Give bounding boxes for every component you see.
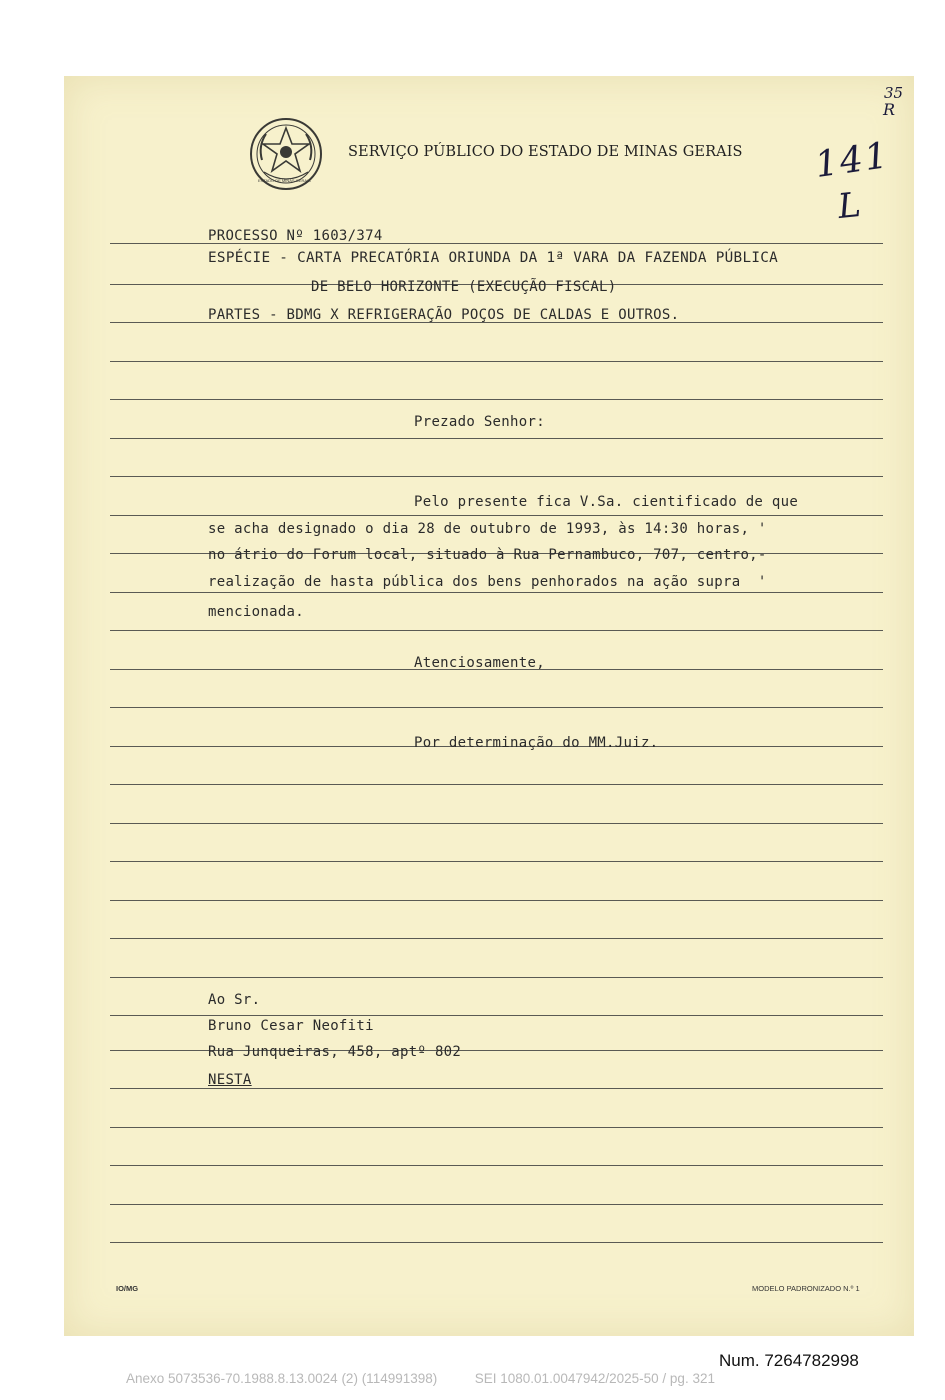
ruled-line	[110, 823, 883, 824]
body-line-4: realização de hasta pública dos bens penhorados na ação supra '	[208, 574, 767, 590]
body-line-3: no átrio do Forum local, situado à Rua Pernambuco, 707, centro,-	[208, 547, 767, 563]
ruled-line	[110, 1015, 883, 1016]
header-title: SERVIÇO PÚBLICO DO ESTADO DE MINAS GERAIS	[348, 144, 743, 160]
closing: Atenciosamente,	[414, 655, 545, 671]
folio-top-initial: R	[883, 100, 896, 119]
ruled-line	[110, 438, 883, 439]
ruled-line	[110, 938, 883, 939]
ruled-line	[110, 1088, 883, 1089]
especie-line: ESPÉCIE - CARTA PRECATÓRIA ORIUNDA DA 1ª VARA DA FAZENDA PÚBLICA	[208, 250, 779, 266]
body-line-5: mencionada.	[208, 604, 305, 620]
folio-mark: L	[835, 184, 863, 228]
partes-line: PARTES - BDMG X REFRIGERAÇÃO POÇOS DE CALDAS E OUTROS.	[208, 307, 680, 323]
salutation: Prezado Senhor:	[414, 414, 545, 430]
signature-line: Por determinação do MM.Juiz.	[414, 735, 659, 751]
reference-footer: Anexo 5073536-70.1988.8.13.0024 (2) (114991398) SEI 1080.01.0047942/2025-50 / pg. 321	[126, 1371, 715, 1386]
ruled-line	[110, 1204, 883, 1205]
processo-line: PROCESSO Nº 1603/374	[208, 228, 383, 244]
model-label: MODELO PADRONIZADO N.º 1	[752, 1284, 860, 1293]
ruled-line	[110, 592, 883, 593]
ruled-line	[110, 399, 883, 400]
seal-text: ESTADO DE MINAS GERAIS	[258, 178, 311, 183]
body-line-2: se acha designado o dia 28 de outubro de 1993, às 14:30 horas, '	[208, 521, 767, 537]
body-line-1: Pelo presente fica V.Sa. cientificado de que	[414, 494, 799, 510]
addressee-to: Ao Sr.	[208, 992, 261, 1008]
ruled-line	[110, 361, 883, 362]
addressee-city: NESTA	[208, 1072, 252, 1088]
ruled-line	[110, 1242, 883, 1243]
ruled-line	[110, 476, 883, 477]
ruled-line	[110, 784, 883, 785]
ruled-line	[110, 977, 883, 978]
folio-number: 141	[812, 135, 893, 186]
addressee-street: Rua Junqueiras, 458, aptº 802	[208, 1044, 462, 1060]
especie-line-continued: DE BELO HORIZONTE (EXECUÇÃO FISCAL)	[311, 279, 617, 295]
document-number: Num. 7264782998	[719, 1351, 859, 1370]
ruled-line	[110, 1165, 883, 1166]
ruled-line	[110, 630, 883, 631]
form-code: IO/MG	[116, 1284, 139, 1293]
addressee-name: Bruno Cesar Neofiti	[208, 1018, 374, 1034]
ruled-line	[110, 861, 883, 862]
ruled-line	[110, 1127, 883, 1128]
folio-top-number: 35	[884, 84, 904, 102]
ruled-line	[110, 707, 883, 708]
ruled-line	[110, 900, 883, 901]
ruled-line	[110, 515, 883, 516]
